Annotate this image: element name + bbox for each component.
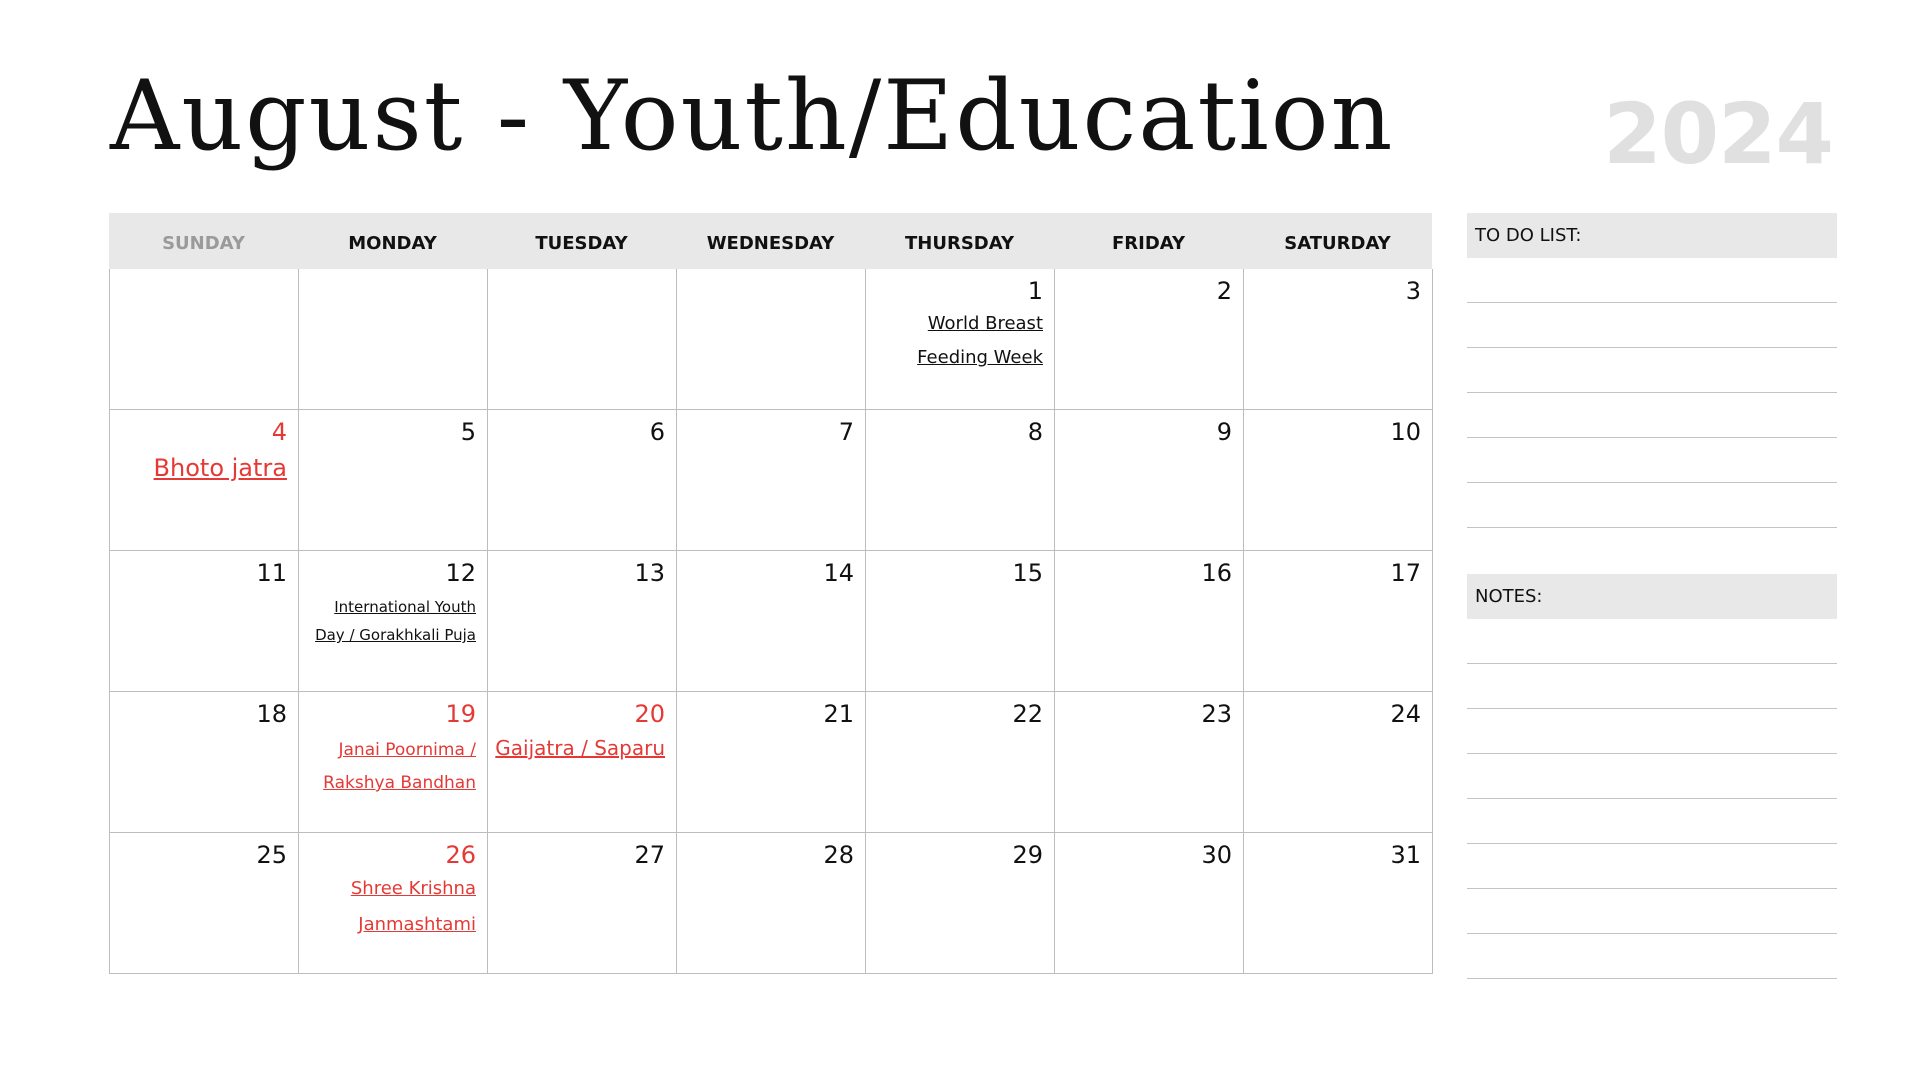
day-cell-7[interactable] bbox=[677, 410, 866, 551]
day-cell-25[interactable] bbox=[110, 833, 299, 974]
day-cell-2[interactable] bbox=[1055, 269, 1244, 410]
day-cell-11[interactable] bbox=[110, 551, 299, 692]
day-cell-empty bbox=[488, 269, 677, 410]
todo-line[interactable] bbox=[1467, 483, 1837, 528]
weekday-sunday: SUNDAY bbox=[162, 232, 245, 254]
day-number: 2 bbox=[1216, 277, 1232, 305]
day-cell-17[interactable] bbox=[1244, 551, 1433, 692]
day-cell-23[interactable] bbox=[1055, 692, 1244, 833]
calendar-grid bbox=[109, 269, 1432, 974]
day-number: 4 bbox=[271, 418, 287, 446]
weekday-monday: MONDAY bbox=[348, 232, 437, 254]
day-cell-31[interactable] bbox=[1244, 833, 1433, 974]
day-cell-empty bbox=[677, 269, 866, 410]
todo-line[interactable] bbox=[1467, 438, 1837, 483]
day-number: 29 bbox=[1012, 841, 1043, 869]
event-link-world-breast-feeding-week[interactable]: World Breast Feeding Week bbox=[917, 313, 1043, 368]
notes-line[interactable] bbox=[1467, 619, 1837, 664]
day-number: 17 bbox=[1390, 559, 1421, 587]
day-cell-8[interactable] bbox=[866, 410, 1055, 551]
day-number: 11 bbox=[256, 559, 287, 587]
day-number: 21 bbox=[823, 700, 854, 728]
event-link-janai-poornima[interactable]: Janai Poornima / Rakshya Bandhan bbox=[323, 740, 476, 793]
day-cell-12[interactable] bbox=[299, 551, 488, 692]
day-number: 3 bbox=[1405, 277, 1421, 305]
weekday-friday: FRIDAY bbox=[1111, 232, 1186, 254]
day-cell-19[interactable] bbox=[299, 692, 488, 833]
todo-list bbox=[1467, 213, 1837, 528]
notes-line[interactable] bbox=[1467, 664, 1837, 709]
day-cell-22[interactable] bbox=[866, 692, 1055, 833]
event-link-bhoto-jatra[interactable]: Bhoto jatra bbox=[153, 454, 287, 482]
notes-line[interactable] bbox=[1467, 934, 1837, 979]
weekday-header bbox=[109, 213, 1432, 269]
day-number: 10 bbox=[1390, 418, 1421, 446]
notes-line[interactable] bbox=[1467, 889, 1837, 934]
calendar bbox=[109, 213, 1432, 974]
day-number: 26 bbox=[445, 841, 476, 869]
event-link-gaijatra[interactable]: Gaijatra / Saparu bbox=[495, 736, 665, 760]
notes bbox=[1467, 574, 1837, 979]
day-number: 31 bbox=[1390, 841, 1421, 869]
day-cell-10[interactable] bbox=[1244, 410, 1433, 551]
notes-header: NOTES: bbox=[1467, 574, 1837, 619]
day-cell-16[interactable] bbox=[1055, 551, 1244, 692]
day-number: 13 bbox=[634, 559, 665, 587]
notes-line[interactable] bbox=[1467, 754, 1837, 799]
weekday-thursday: THURSDAY bbox=[905, 232, 1014, 254]
day-number: 1 bbox=[1027, 277, 1043, 305]
day-number: 22 bbox=[1012, 700, 1043, 728]
day-cell-5[interactable] bbox=[299, 410, 488, 551]
weekday-saturday: SATURDAY bbox=[1284, 232, 1391, 254]
day-cell-15[interactable] bbox=[866, 551, 1055, 692]
page-title: August - Youth/Education bbox=[110, 60, 1395, 172]
day-cell-29[interactable] bbox=[866, 833, 1055, 974]
day-number: 6 bbox=[649, 418, 665, 446]
day-number: 7 bbox=[838, 418, 854, 446]
day-cell-24[interactable] bbox=[1244, 692, 1433, 833]
day-cell-empty bbox=[299, 269, 488, 410]
day-cell-27[interactable] bbox=[488, 833, 677, 974]
day-number: 27 bbox=[634, 841, 665, 869]
day-number: 16 bbox=[1201, 559, 1232, 587]
todo-line[interactable] bbox=[1467, 393, 1837, 438]
notes-line[interactable] bbox=[1467, 844, 1837, 889]
day-number: 5 bbox=[460, 418, 476, 446]
day-number: 8 bbox=[1027, 418, 1043, 446]
day-number: 20 bbox=[634, 700, 665, 728]
notes-line[interactable] bbox=[1467, 709, 1837, 754]
day-cell-26[interactable] bbox=[299, 833, 488, 974]
day-number: 18 bbox=[256, 700, 287, 728]
day-cell-4[interactable] bbox=[110, 410, 299, 551]
weekday-tuesday: TUESDAY bbox=[535, 232, 628, 254]
todo-line[interactable] bbox=[1467, 258, 1837, 303]
day-cell-28[interactable] bbox=[677, 833, 866, 974]
day-number: 25 bbox=[256, 841, 287, 869]
day-cell-30[interactable] bbox=[1055, 833, 1244, 974]
todo-list-header: TO DO LIST: bbox=[1467, 213, 1837, 258]
day-number: 19 bbox=[445, 700, 476, 728]
weekday-wednesday: WEDNESDAY bbox=[706, 232, 835, 254]
todo-line[interactable] bbox=[1467, 303, 1837, 348]
day-cell-3[interactable] bbox=[1244, 269, 1433, 410]
day-number: 14 bbox=[823, 559, 854, 587]
day-cell-empty bbox=[110, 269, 299, 410]
day-cell-13[interactable] bbox=[488, 551, 677, 692]
day-cell-21[interactable] bbox=[677, 692, 866, 833]
day-number: 28 bbox=[823, 841, 854, 869]
day-cell-6[interactable] bbox=[488, 410, 677, 551]
year-label: 2024 bbox=[1603, 85, 1833, 183]
day-number: 12 bbox=[445, 559, 476, 587]
notes-line[interactable] bbox=[1467, 799, 1837, 844]
day-number: 23 bbox=[1201, 700, 1232, 728]
day-cell-9[interactable] bbox=[1055, 410, 1244, 551]
event-link-international-youth-day[interactable]: International Youth Day / Gorakhkali Puja bbox=[315, 598, 476, 644]
day-cell-20[interactable] bbox=[488, 692, 677, 833]
day-number: 15 bbox=[1012, 559, 1043, 587]
event-link-shree-krishna-janmashtami[interactable]: Shree Krishna Janmashtami bbox=[350, 878, 476, 935]
day-number: 30 bbox=[1201, 841, 1232, 869]
day-number: 24 bbox=[1390, 700, 1421, 728]
day-number: 9 bbox=[1216, 418, 1232, 446]
day-cell-14[interactable] bbox=[677, 551, 866, 692]
day-cell-1[interactable] bbox=[866, 269, 1055, 410]
day-cell-18[interactable] bbox=[110, 692, 299, 833]
todo-line[interactable] bbox=[1467, 348, 1837, 393]
